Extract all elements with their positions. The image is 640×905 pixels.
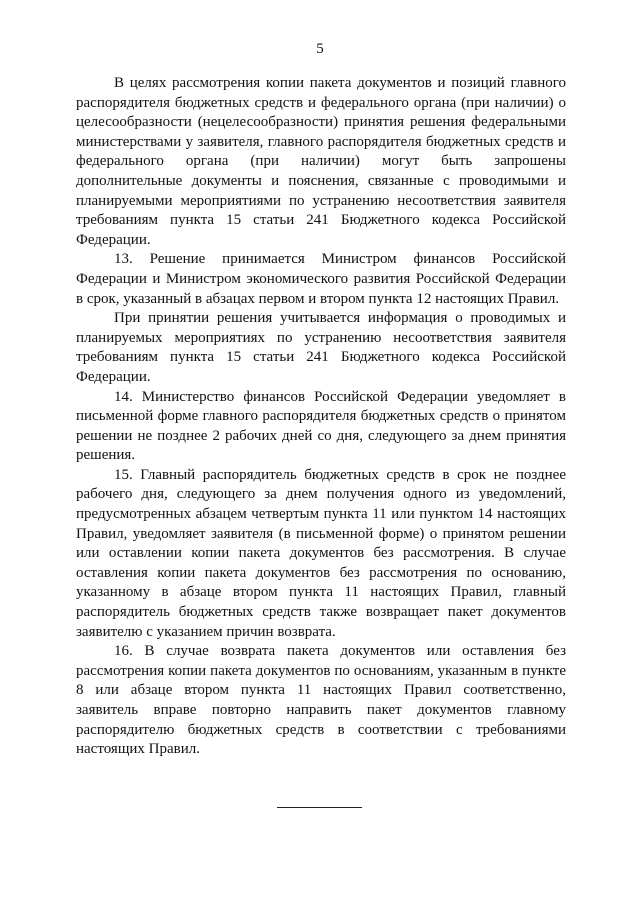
paragraph-15-distributor: 15. Главный распорядитель бюджетных средств в срок не позднее рабочего дня, следующего за днем получения одного из уведомлений, предусмотренных абзацем четвертым пункта 11 или пунктом 14 настоящих Правил, уведомляет заявителя (в письменной форме) о принятом решении или оставлении копии пакета документов без рассмотрения. В случае оставления копии пакета документов без рассмотрения по основанию, указанному в абзаце втором пункта 11 настоящих Правил, главный распорядитель бюджетных средств также возвращает пакет документов заявителю с указанием причин возврата.: [76, 466, 566, 640]
paragraph-review-clarifications: В целях рассмотрения копии пакета документов и позиций главного распорядителя бюджетных средств и федерального органа (при наличии) о целесообразности (нецелесообразности) принятия решения федеральными министерствами у заявителя, главного распорядителя бюджетных средств и федерального органа (при наличии) могут быть запрошены дополнительные документы и пояснения, связанные с проводимыми и планируемыми мероприятиями по устранению несоответствия заявителя требованиям пункта 15 статьи 241 Бюджетного кодекса Российской Федерации.: [76, 75, 566, 248]
paragraph-13-info: При принятии решения учитывается информация о проводимых и планируемых мероприятиях по устранению несоответствия заявителя требованиям пункта 15 статьи 241 Бюджетного кодекса Российской Федерации.: [76, 310, 566, 385]
footer-divider: [277, 807, 362, 808]
page-number: 5: [316, 41, 324, 57]
paragraph-16-resubmission: 16. В случае возврата пакета документов или оставления без рассмотрения копии пакета документов по основаниям, указанным в пункте 8 или абзаце втором пункта 11 настоящих Правил соответственно, заявитель вправе повторно направить пакет документов главному распорядителю бюджетных средств в соответствии с требованиями настоящих Правил.: [76, 643, 566, 758]
paragraph-14-notification: 14. Министерство финансов Российской Федерации уведомляет в письменной форме главного распорядителя бюджетных средств о принятом решении не позднее 2 рабочих дней со дня, следующего за днем принятия решения.: [76, 388, 566, 464]
paragraph-13-decision: 13. Решение принимается Министром финансов Российской Федерации и Министром экономического развития Российской Федерации в срок, указанный в абзацах первом и втором пункта 12 настоящих Правил.: [76, 251, 566, 307]
document-body: [76, 74, 566, 760]
